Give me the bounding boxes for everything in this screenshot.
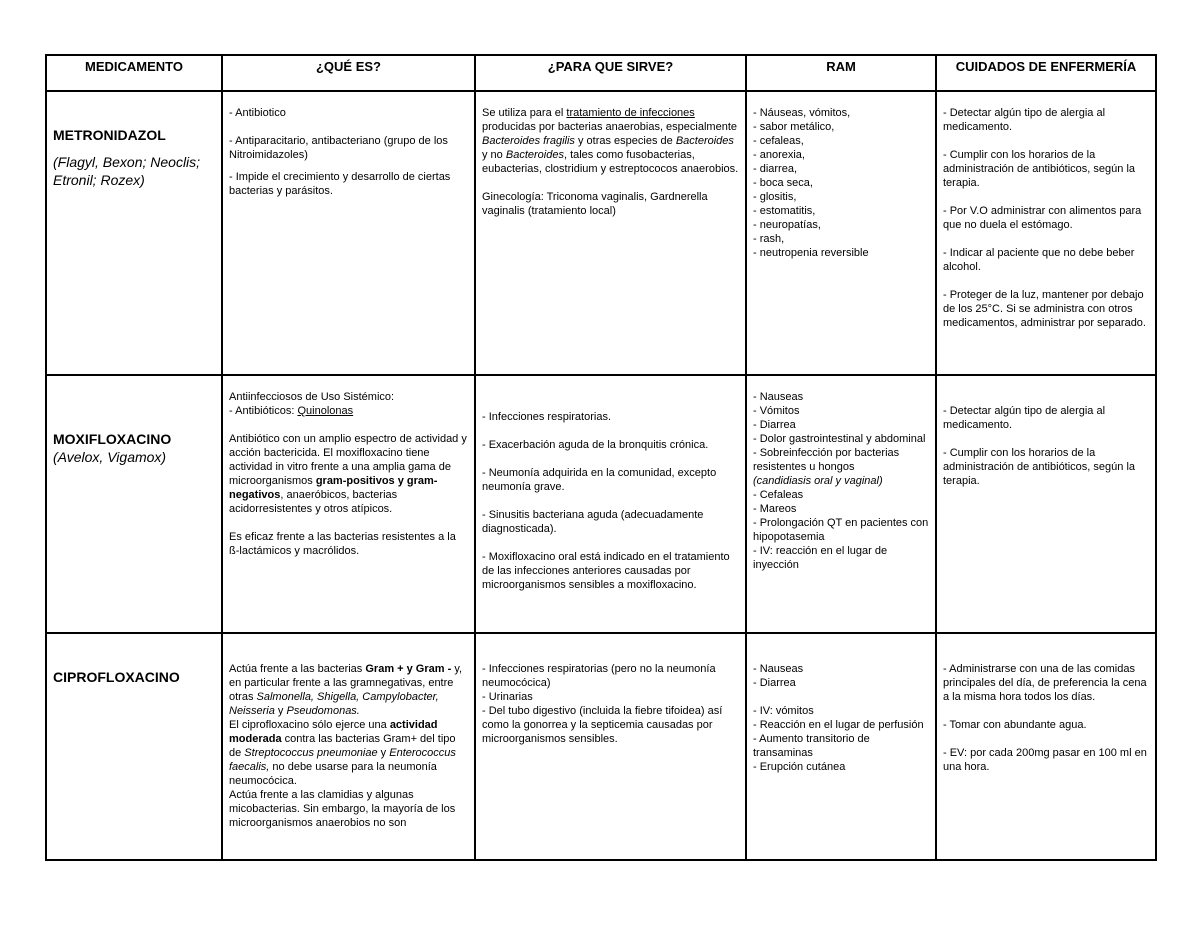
list-item: - Sobreinfección por bacterias resistentes u hongos <box>753 447 900 473</box>
list-item: - Por V.O administrar con alimentos para que no duela el estómago. <box>943 205 1142 231</box>
cuidados-cell <box>936 375 1156 633</box>
list-item: - diarrea, <box>753 163 798 175</box>
paragraph <box>229 718 468 788</box>
paragraph: Ginecología: Triconoma vaginalis, Gardnerella vaginalis (tratamiento local) <box>482 191 708 217</box>
text-run: contra las bacterias Gram+ del tipo de <box>229 733 456 759</box>
ram-cell <box>746 633 936 860</box>
text-run: , anaeróbicos, bacterias acidorresistentes y otros atípicos. <box>229 489 398 515</box>
paragraph <box>229 662 468 718</box>
list-item: - Mareos <box>753 503 797 515</box>
text-run: tratamiento de infecciones <box>566 107 695 119</box>
list-item: - Cumplir con los horarios de la administración de antibióticos, según la terapia. <box>943 447 1136 487</box>
list-item: - Moxifloxacino oral está indicado en el tratamiento de las infecciones anteriores causadas por microorganismos sensibles a moxifloxacino. <box>482 551 730 591</box>
list-item: - estomatitis, <box>753 205 816 217</box>
text-run: y no <box>482 149 506 161</box>
list-item: - Tomar con abundante agua. <box>943 719 1087 731</box>
text-run: Bacteroides <box>505 149 564 161</box>
list-item: - Sinusitis bacteriana aguda (adecuadamente diagnosticada). <box>482 509 704 535</box>
text-run: y <box>274 705 287 717</box>
text-run: Streptococcus pneumoniae <box>244 747 378 759</box>
paragraph: Antiinfecciosos de Uso Sistémico: <box>229 391 395 403</box>
list-item: - cefaleas, <box>753 135 804 147</box>
list-item: - Proteger de la luz, mantener por debajo de los 25°C. Si se administra con otros medicamentos, administrar por separado. <box>943 289 1146 329</box>
table-row <box>46 91 1156 375</box>
list-item: - Cefaleas <box>753 489 804 501</box>
header-para-que-sirve: ¿PARA QUE SIRVE? <box>475 55 746 91</box>
ram-cell <box>746 375 936 633</box>
drug-name: CIPROFLOXACINO <box>53 669 180 685</box>
que-es-cell <box>222 633 475 860</box>
list-item: - neuropatías, <box>753 219 821 231</box>
drug-brands: (Avelox, Vigamox) <box>53 449 167 465</box>
cuidados-cell <box>936 633 1156 860</box>
text-run: Se utiliza para el <box>482 107 567 119</box>
list-item: - Reacción en el lugar de perfusión <box>753 719 924 731</box>
ram-cell <box>746 91 936 375</box>
list-item: - IV: vómitos <box>753 705 814 717</box>
list-item: - Erupción cutánea <box>753 761 846 773</box>
drug-cell <box>46 91 222 375</box>
text-run: Actúa frente a las bacterias <box>229 663 366 675</box>
list-item: - rash, <box>753 233 785 245</box>
list-item: - Aumento transitorio de transaminas <box>753 733 870 759</box>
list-item: - Detectar algún tipo de alergia al medicamento. <box>943 107 1106 133</box>
paragraph <box>229 404 468 418</box>
text-run: Gram + y Gram - <box>365 663 452 675</box>
para-que-cell <box>475 375 746 633</box>
text-run: y otras especies de <box>574 135 676 147</box>
header-row <box>46 55 1156 91</box>
drug-brands: (Flagyl, Bexon; Neoclis; Etronil; Rozex) <box>53 154 201 188</box>
list-item: - Cumplir con los horarios de la administración de antibióticos, según la terapia. <box>943 149 1136 189</box>
list-item: - boca seca, <box>753 177 813 189</box>
paragraph <box>482 106 739 176</box>
list-item: - EV: por cada 200mg pasar en 100 ml en una hora. <box>943 747 1147 773</box>
list-item: - Diarrea <box>753 419 796 431</box>
drug-cell <box>46 633 222 860</box>
text-run: actividad moderada <box>229 719 438 745</box>
paragraph <box>229 432 468 516</box>
text-run: producidas por bacterias anaerobias, especialmente <box>482 121 737 133</box>
text-run: Enterococcus faecalis, <box>229 747 456 773</box>
list-item: - Diarrea <box>753 677 796 689</box>
text-run: El ciprofloxacino sólo ejerce una <box>229 719 390 731</box>
text-run: Pseudomonas. <box>286 705 360 717</box>
list-item: - Dolor gastrointestinal y abdominal <box>753 433 926 445</box>
text-run: Quinolonas <box>297 405 354 417</box>
para-que-cell <box>475 91 746 375</box>
list-item: - Indicar al paciente que no debe beber alcohol. <box>943 247 1135 273</box>
text-run: Bacteroides fragilis <box>482 135 575 147</box>
medication-table <box>45 54 1157 861</box>
que-es-cell <box>222 375 475 633</box>
header-ram: RAM <box>746 55 936 91</box>
paragraph: Es eficaz frente a las bacterias resistentes a la ß-lactámicos y macrólidos. <box>229 531 456 557</box>
list-item: - Exacerbación aguda de la bronquitis crónica. <box>482 439 709 451</box>
text-run: y, en particular frente a las gramnegativas, entre otras <box>229 663 463 703</box>
que-es-cell <box>222 91 475 375</box>
text-run: no debe usarse para la neumonía neumocócica. <box>229 761 437 787</box>
header-cuidados: CUIDADOS DE ENFERMERÍA <box>936 55 1156 91</box>
text-run: gram-positivos y gram-negativos <box>229 475 438 501</box>
list-item: - Administrarse con una de las comidas principales del día, de preferencia la cena a la misma hora todos los días. <box>943 663 1147 703</box>
text-run: Salmonella, Shigella, Campylobacter, Neisseria <box>229 691 439 717</box>
list-item: - Impide el crecimiento y desarrollo de ciertas bacterias y parásitos. <box>229 171 451 197</box>
list-item: - Náuseas, vómitos, <box>753 107 851 119</box>
list-item: - Nauseas <box>753 663 804 675</box>
header-medicamento: MEDICAMENTO <box>46 55 222 91</box>
table-row <box>46 375 1156 633</box>
header-que-es: ¿QUÉ ES? <box>222 55 475 91</box>
text-run: , tales como fusobacterias, eubacterias, clostridium y estreptococos anaerobios. <box>482 149 739 175</box>
list-item: - Vómitos <box>753 405 800 417</box>
list-item: - sabor metálico, <box>753 121 835 133</box>
list-item: - Urinarias <box>482 691 533 703</box>
table-row <box>46 633 1156 860</box>
text-run: y <box>377 747 390 759</box>
drug-cell <box>46 375 222 633</box>
text-run: Antibiótico con un amplio espectro de actividad y acción bactericida. El moxifloxacino tiene actividad in vitro frente a una amplia gama de microorganismos <box>229 433 467 487</box>
list-item: - Antiparacitario, antibacteriano (grupo de los Nitroimidazoles) <box>229 135 448 161</box>
list-item: - Nauseas <box>753 391 804 403</box>
list-item: - Neumonía adquirida en la comunidad, excepto neumonía grave. <box>482 467 717 493</box>
text-run: Bacteroides <box>675 135 734 147</box>
list-item: - IV: reacción en el lugar de inyección <box>753 545 888 571</box>
list-item: - Infecciones respiratorias (pero no la neumonía neumocócica) <box>482 663 716 689</box>
text-run: - Antibióticos: <box>229 405 298 417</box>
list-item: - Infecciones respiratorias. <box>482 411 611 423</box>
paragraph: Actúa frente a las clamidias y algunas micobacterias. Sin embargo, la mayoría de los microorganismos anaerobios no son <box>229 789 456 829</box>
list-item: (candidiasis oral y vaginal) <box>753 475 883 487</box>
para-que-cell <box>475 633 746 860</box>
list-item: - Detectar algún tipo de alergia al medicamento. <box>943 405 1106 431</box>
list-item: - glositis, <box>753 191 797 203</box>
list-item: - Del tubo digestivo (incluida la fiebre tifoidea) así como la gonorrea y la septicemia causadas por microorganismos sensibles. <box>482 705 723 745</box>
drug-name: METRONIDAZOL <box>53 127 166 143</box>
drug-name: MOXIFLOXACINO <box>53 431 172 447</box>
list-item: - Antibiotico <box>229 107 286 119</box>
cuidados-cell <box>936 91 1156 375</box>
list-item: - neutropenia reversible <box>753 247 869 259</box>
list-item: - Prolongación QT en pacientes con hipopotasemia <box>753 517 929 543</box>
list-item: - anorexia, <box>753 149 805 161</box>
